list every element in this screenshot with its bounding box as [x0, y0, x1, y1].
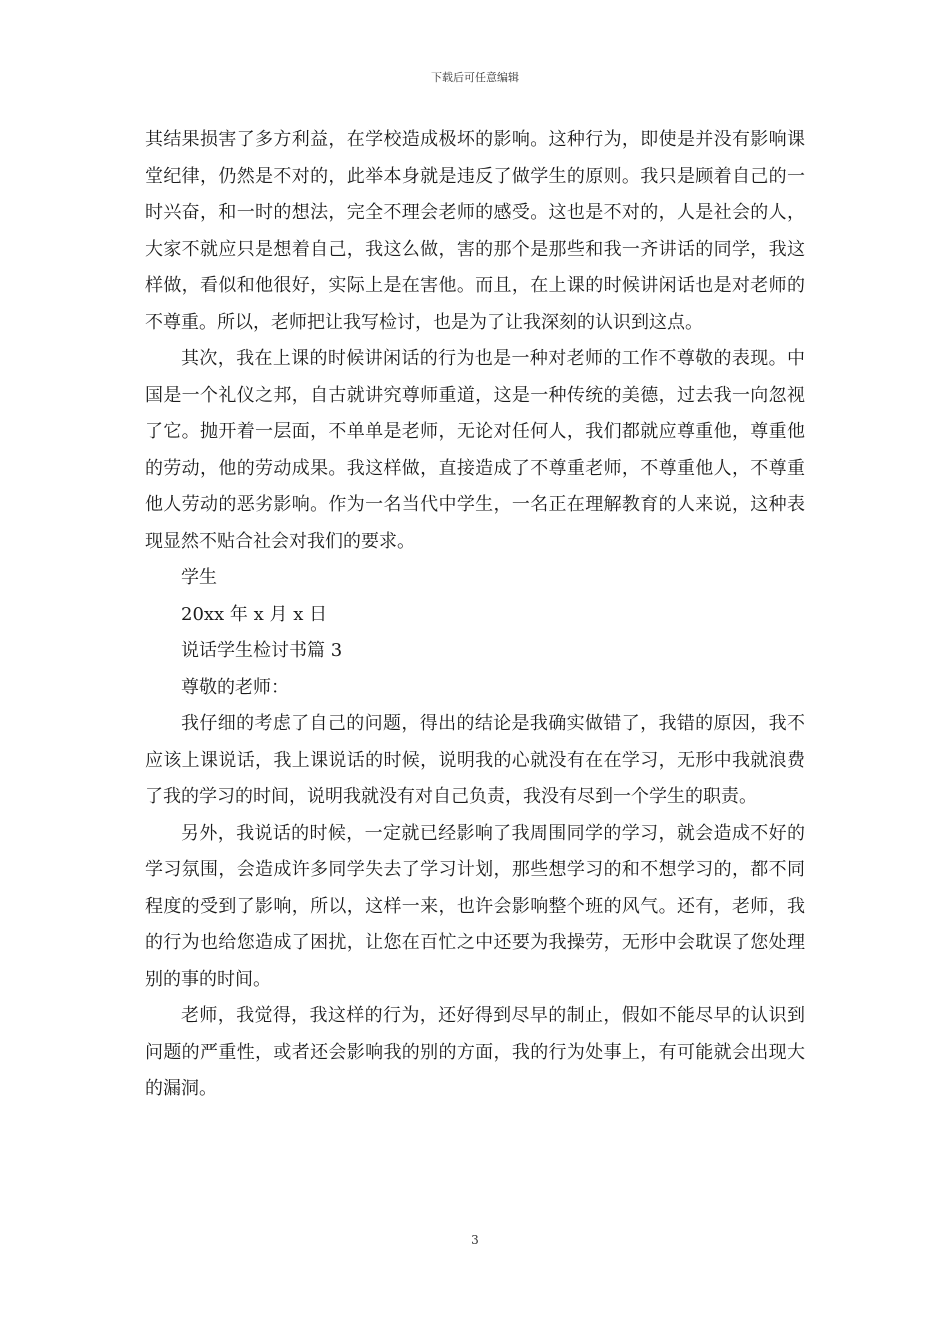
paragraph-second-point: 其次，我在上课的时候讲闲话的行为也是一种对老师的工作不尊敬的表现。中国是一个礼仪之邦，自古就讲究尊师重道，这是一种传统的美德，过去我一向忽视了它。抛开着一层面，不单单是老师，无论对任何人，我们都就应尊重他，尊重他的劳动，他的劳动成果。我这样做，直接造成了不尊重老师，不尊重他人，不尊重他人劳动的恶劣影响。作为一名当代中学生，一名正在理解教育的人来说，这种表现显然不贴合社会对我们的要求。 [145, 348, 805, 552]
salutation: 尊敬的老师： [181, 676, 289, 698]
page-number: 3 [471, 1233, 479, 1247]
paragraph-continuation: 其结果损害了多方利益，在学校造成极坏的影响。这种行为，即使是并没有影响课堂纪律，仍然是不对的，此举本身就是违反了做学生的原则。我只是顾着自己的一时兴奋，和一时的想法，完全不理会老师的感受。这也是不对的，人是社会的人，大家不就应只是想着自己，我这么做，害的那个是那些和我一齐讲话的同学，我这样做，看似和他很好，实际上是在害他。而且，在上课的时候讲闲话也是对老师的不尊重。所以，老师把让我写检讨，也是为了让我深刻的认识到这点。 [145, 129, 805, 333]
section-title: 说话学生检讨书篇 3 [181, 640, 343, 661]
signature-student: 学生 [181, 567, 217, 588]
signature-date: 20xx 年 x 月 x 日 [181, 603, 328, 625]
paragraph-conclusion: 老师，我觉得，我这样的行为，还好得到尽早的制止，假如不能尽早的认识到问题的严重性，或者还会影响我的别的方面，我的行为处事上，有可能就会出现大的漏洞。 [145, 1005, 805, 1099]
document-body [145, 122, 805, 1108]
paragraph-reflection: 我仔细的考虑了自己的问题，得出的结论是我确实做错了，我错的原因，我不应该上课说话，我上课说话的时候，说明我的心就没有在在学习，无形中我就浪费了我的学习的时间，说明我就没有对自己负责，我没有尽到一个学生的职责。 [145, 713, 805, 807]
page-header: 下载后可任意编辑 [431, 71, 519, 84]
paragraph-impact: 另外，我说话的时候，一定就已经影响了我周围同学的学习，就会造成不好的学习氛围，会造成许多同学失去了学习计划，那些想学习的和不想学习的，都不同程度的受到了影响，所以，这样一来，也许会影响整个班的风气。还有，老师，我的行为也给您造成了困扰，让您在百忙之中还要为我操劳，无形中会耽误了您处理别的事的时间。 [145, 822, 805, 990]
